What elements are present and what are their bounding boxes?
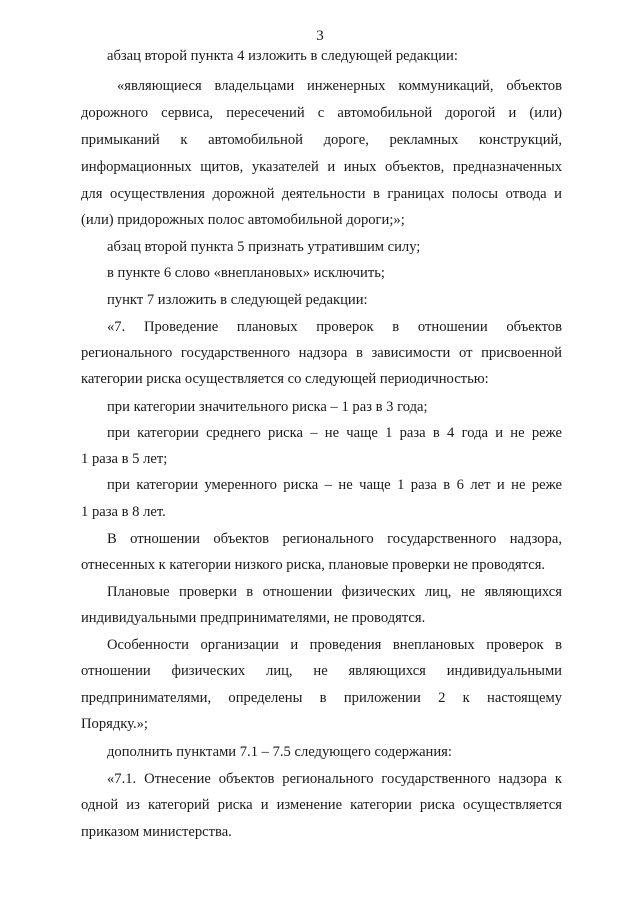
text-line: Особенности организации и проведения внеплановых проверок в — [107, 637, 562, 653]
text-line: отношении физических лиц, не являющихся индивидуальными — [81, 663, 562, 679]
text-line: пункт 7 изложить в следующей редакции: — [107, 292, 368, 308]
text-line: Порядку.»; — [81, 716, 148, 732]
text-line: одной из категорий риска и изменение категории риска осуществляется — [81, 797, 562, 813]
text-line: для осуществления дорожной деятельности в границах полосы отвода и — [81, 186, 562, 202]
text-line: при категории умеренного риска – не чаще 1 раза в 6 лет и не реже — [107, 477, 562, 493]
text-line: при категории значительного риска – 1 раз в 3 года; — [107, 399, 428, 415]
text-line: абзац второй пункта 4 изложить в следующей редакции: — [107, 48, 458, 64]
text-line: примыканий к автомобильной дороге, рекламных конструкций, — [81, 132, 562, 148]
text-line: Плановые проверки в отношении физических лиц, не являющихся — [107, 584, 562, 600]
text-line: абзац второй пункта 5 признать утратившим силу; — [107, 239, 421, 255]
text-line: дорожного сервиса, пересечений с автомобильной дорогой и (или) — [81, 105, 562, 121]
text-line: категории риска осуществляется со следующей периодичностью: — [81, 371, 489, 387]
text-line: индивидуальными предпринимателями, не проводятся. — [81, 610, 426, 626]
text-line: «7. Проведение плановых проверок в отношении объектов — [107, 319, 562, 335]
text-line: информационных щитов, указателей и иных объектов, предназначенных — [81, 159, 562, 175]
page-number: 3 — [316, 28, 324, 44]
text-line: «являющиеся владельцами инженерных коммуникаций, объектов — [117, 78, 562, 94]
text-line: предпринимателями, определены в приложении 2 к настоящему — [81, 690, 562, 706]
text-line: В отношении объектов регионального государственного надзора, — [107, 531, 562, 547]
text-line: отнесенных к категории низкого риска, плановые проверки не проводятся. — [81, 557, 546, 573]
text-line: (или) придорожных полос автомобильной дороги;»; — [81, 212, 405, 228]
text-line: при категории среднего риска – не чаще 1 раза в 4 года и не реже — [107, 425, 562, 441]
text-line: 1 раза в 5 лет; — [81, 451, 168, 467]
text-line: регионального государственного надзора в зависимости от присвоенной — [81, 345, 562, 361]
text-line: приказом министерства. — [81, 824, 232, 840]
text-line: дополнить пунктами 7.1 – 7.5 следующего содержания: — [107, 744, 452, 760]
text-line: 1 раза в 8 лет. — [81, 504, 166, 520]
text-line: «7.1. Отнесение объектов регионального государственного надзора к — [107, 771, 562, 787]
text-line: в пункте 6 слово «внеплановых» исключить; — [107, 265, 385, 281]
